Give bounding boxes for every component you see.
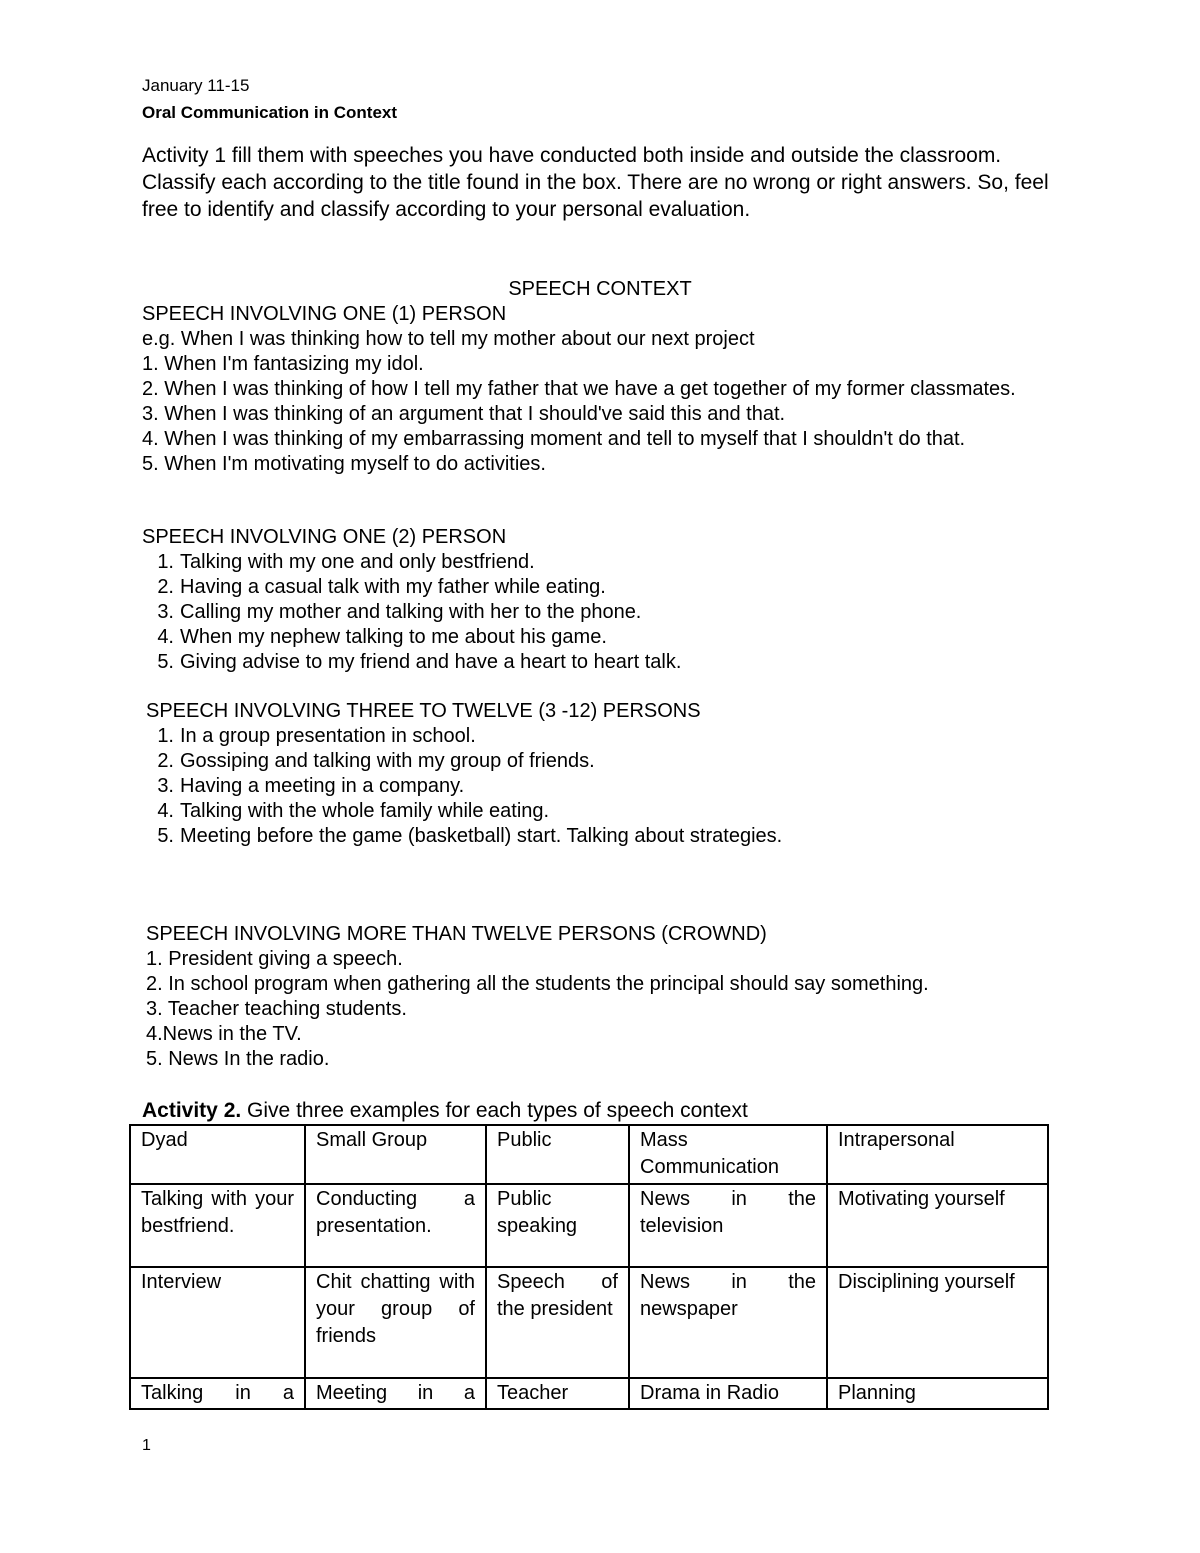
list-item	[146, 600, 1072, 625]
section-heading: SPEECH INVOLVING ONE (1) PERSON	[142, 303, 507, 325]
list-item: 3. When I was thinking of an argument that I should've said this and that.	[142, 403, 786, 425]
item-text: Giving advise to my friend and have a heart to heart talk.	[180, 651, 682, 673]
table-cell: Motivating yourself	[827, 1184, 1048, 1267]
table-cell: Teacher	[486, 1378, 629, 1409]
list-item	[146, 749, 1076, 774]
item-number: 2.	[157, 576, 174, 598]
item-text: Talking with the whole family while eating.	[180, 800, 550, 822]
item-number: 4.	[157, 800, 174, 822]
speech-context-title: SPEECH CONTEXT	[508, 278, 692, 300]
answer-list	[146, 947, 1076, 1072]
table-row	[130, 1267, 1048, 1378]
list-item: 4.News in the TV.	[146, 1023, 302, 1045]
section-heading: SPEECH INVOLVING THREE TO TWELVE (3 -12) PERSONS	[146, 700, 701, 722]
answer-list	[142, 327, 1072, 477]
table-cell: Meeting in a	[305, 1378, 486, 1409]
list-item: 1. President giving a speech.	[146, 948, 403, 970]
activity2-instruction: Give three examples for each types of speech context	[241, 1099, 748, 1122]
table-cell: Disciplining yourself	[827, 1267, 1048, 1378]
header-cell-intrapersonal: Intrapersonal	[827, 1125, 1048, 1184]
table-cell: News in the newspaper	[629, 1267, 827, 1378]
answer-list	[146, 724, 1076, 849]
date-line: January 11-15	[142, 76, 250, 95]
course-title: Oral Communication in Context	[142, 103, 398, 122]
list-item: 5. News In the radio.	[146, 1048, 330, 1070]
list-item: 2. In school program when gathering all the students the principal should say something.	[146, 973, 929, 995]
item-text: In a group presentation in school.	[180, 725, 476, 747]
item-text: Having a casual talk with my father while eating.	[180, 576, 606, 598]
table-cell: Interview	[130, 1267, 305, 1378]
table-cell: Talking with your bestfriend.	[130, 1184, 305, 1267]
list-item: 1. When I'm fantasizing my idol.	[142, 353, 424, 375]
table-cell: Conducting a presentation.	[305, 1184, 486, 1267]
list-item: 2. When I was thinking of how I tell my father that we have a get together of my former classmates.	[142, 378, 1016, 400]
item-number: 1.	[157, 551, 174, 573]
header-cell-mass-communication: Mass Communication	[629, 1125, 827, 1184]
section-heading: SPEECH INVOLVING MORE THAN TWELVE PERSONS (CROWND)	[146, 923, 767, 945]
activity2-label: Activity 2.	[142, 1099, 242, 1122]
section-two-persons	[142, 525, 1072, 675]
section-heading: SPEECH INVOLVING ONE (2) PERSON	[142, 526, 507, 548]
list-item	[146, 799, 1076, 824]
header-cell-dyad: Dyad	[130, 1125, 305, 1184]
item-number: 5.	[157, 825, 174, 847]
list-item: 4. When I was thinking of my embarrassing moment and tell to myself that I shouldn't do that.	[142, 428, 966, 450]
list-item	[146, 724, 1076, 749]
item-number: 3.	[157, 601, 174, 623]
table-cell: Planning	[827, 1378, 1048, 1409]
header-cell-small-group: Small Group	[305, 1125, 486, 1184]
item-number: 4.	[157, 626, 174, 648]
table-header-row	[130, 1125, 1048, 1184]
table-cell: Talking in a	[130, 1378, 305, 1409]
list-item: 5. When I'm motivating myself to do activities.	[142, 453, 546, 475]
item-text: When my nephew talking to me about his game.	[180, 626, 607, 648]
section-three-to-twelve-persons	[146, 699, 1076, 849]
activity1-instructions: Activity 1 fill them with speeches you have conducted both inside and outside the classroom. Classify each according to the title found in the box. There are no wrong or right answers. So, feel free to identify and classify according to your personal evaluation.	[142, 144, 1049, 221]
document-header	[142, 72, 397, 126]
list-item	[146, 550, 1072, 575]
table-row	[130, 1184, 1048, 1267]
item-number: 3.	[157, 775, 174, 797]
item-text: Having a meeting in a company.	[180, 775, 465, 797]
section-one-person	[142, 302, 1072, 477]
list-item: e.g. When I was thinking how to tell my mother about our next project	[142, 328, 755, 350]
list-item: 3. Teacher teaching students.	[146, 998, 407, 1020]
table-cell: News in the television	[629, 1184, 827, 1267]
activity2-title	[142, 1097, 748, 1125]
list-item	[146, 650, 1072, 675]
table-cell: Speech of the president	[486, 1267, 629, 1378]
page-number: 1	[142, 1437, 151, 1454]
list-item	[146, 774, 1076, 799]
speech-context-table	[129, 1124, 1049, 1410]
list-item	[146, 575, 1072, 600]
section-more-than-twelve-persons	[146, 922, 1076, 1072]
list-item	[146, 824, 1076, 849]
item-text: Calling my mother and talking with her to the phone.	[180, 601, 642, 623]
item-text: Meeting before the game (basketball) start. Talking about strategies.	[180, 825, 783, 847]
table-row	[130, 1378, 1048, 1409]
table-cell: Drama in Radio	[629, 1378, 827, 1409]
header-cell-public: Public	[486, 1125, 629, 1184]
item-number: 1.	[157, 725, 174, 747]
item-text: Talking with my one and only bestfriend.	[180, 551, 535, 573]
table-cell: Public speaking	[486, 1184, 629, 1267]
list-item	[146, 625, 1072, 650]
table-cell: Chit chatting with your group of friends	[305, 1267, 486, 1378]
item-text: Gossiping and talking with my group of friends.	[180, 750, 595, 772]
item-number: 2.	[157, 750, 174, 772]
answer-list	[146, 550, 1072, 675]
item-number: 5.	[157, 651, 174, 673]
